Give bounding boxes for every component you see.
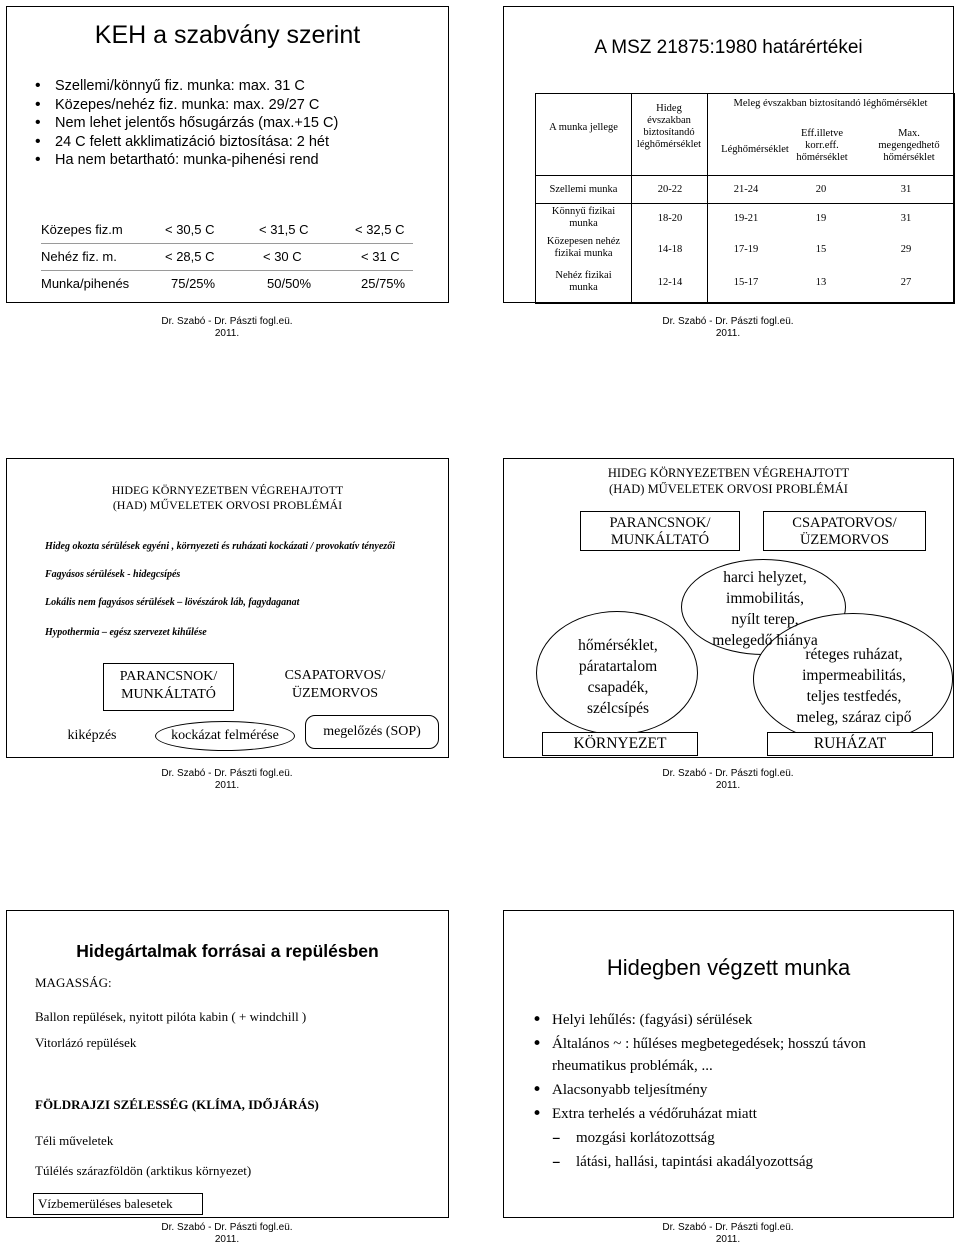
slide1-title: KEH a szabvány szerint: [94, 21, 361, 49]
cell: 15-17: [733, 277, 759, 288]
ruhazat-box: RUHÁZAT: [767, 732, 933, 756]
vizbe-box: Vízbemerüléses balesetek: [33, 1193, 203, 1215]
bullet-continuation: rheumatikus problémák, ...: [552, 1058, 713, 1074]
footer: Dr. Szabó - Dr. Pászti fogl.eü. 2011.: [662, 768, 794, 791]
bullet: • Szellemi/könnyű fiz. munka: max. 31 C: [35, 77, 338, 96]
list-item: Vitorlázó repülések: [35, 1035, 137, 1050]
cell: 20: [815, 184, 827, 195]
cell: 19-21: [733, 213, 759, 224]
slide6-bullets: [532, 1009, 866, 1173]
middle-text: harci helyzet, immobilitás, nyílt terep, melegedő hiánya: [712, 569, 818, 649]
kikepzes-label: kiképzés: [67, 728, 117, 743]
slide4-title: HIDEG KÖRNYEZETBEN VÉGREHAJTOTT (HAD) MŰVELETEK ORVOSI PROBLÉMÁI: [607, 466, 850, 496]
row-divider: [536, 203, 954, 204]
list-item: Hideg okozta sérülések egyéni , környezeti és ruházati kockázati / provokatív tényezői: [45, 541, 395, 552]
bullet: • Extra terhelés a védőruházat miatt: [532, 1103, 866, 1125]
list-item: Lokális nem fagyásos sérülések – lövészárok láb, fagydaganat: [45, 597, 300, 608]
magassag-heading: MAGASSÁG:: [35, 975, 112, 990]
csapatorvos-box: CSAPATORVOS/ ÜZEMORVOS: [763, 511, 926, 551]
cell: 31: [900, 184, 912, 195]
row-label: Szellemi munka: [549, 184, 618, 195]
slide-repules: [6, 910, 449, 1218]
parancsnok-box: PARANCSNOK/ MUNKÁLTATÓ: [580, 511, 740, 551]
cell: 15: [815, 244, 827, 255]
col-divider: [707, 94, 708, 303]
cell: 20-22: [657, 184, 683, 195]
list-item: Túlélés szárazföldön (arktikus környezet): [35, 1163, 252, 1178]
csapatorvos-label: CSAPATORVOS/ ÜZEMORVOS: [284, 668, 386, 701]
bullet: • 24 C felett akklimatizáció biztosítása: 2 hét: [35, 133, 338, 152]
slide5-title: Hidegártalmak forrásai a repülésben: [76, 941, 379, 961]
bullet: • Ha nem betartható: munka-pihenési rend: [35, 151, 338, 170]
cell: 27: [900, 277, 912, 288]
footer: Dr. Szabó - Dr. Pászti fogl.eü. 2011.: [161, 768, 293, 791]
list-item: Hypothermia – egész szervezet kihűlése: [45, 627, 207, 638]
left-text: hőmérséklet, páratartalom csapadék, szélcsípés: [578, 637, 658, 717]
cell: 18-20: [657, 213, 683, 224]
sub-bullet: – látási, hallási, tapintási akadályozottság: [532, 1151, 866, 1173]
limits-table: [535, 93, 955, 304]
slide-hidegben-munka: [503, 910, 954, 1218]
footer: Dr. Szabó - Dr. Pászti fogl.eü. 2011.: [161, 316, 293, 339]
cell: 12-14: [657, 277, 683, 288]
col-divider: [631, 94, 632, 303]
header-leg: Léghőmérséklet: [721, 144, 789, 155]
header-eff: Eff.illetve korr.eff. hőmérséklet: [796, 128, 848, 163]
header-jelleg: A munka jellege: [549, 122, 618, 133]
list-item: Ballon repülések, nyitott pilóta kabin ( + windchill ): [35, 1009, 307, 1024]
foldrajzi-heading: FÖLDRAJZI SZÉLESSÉG (KLÍMA, IDŐJÁRÁS): [35, 1097, 319, 1112]
cell: 29: [900, 244, 912, 255]
parancsnok-box: PARANCSNOK/ MUNKÁLTATÓ: [103, 663, 234, 711]
cell: 21-24: [733, 184, 759, 195]
bullet: • Nem lehet jelentős hősugárzás (max.+15 C): [35, 114, 338, 133]
sub-bullet: – mozgási korlátozottság: [532, 1127, 866, 1149]
list-item: Fagyásos sérülések - hidegcsípés: [45, 569, 181, 580]
cell: 17-19: [733, 244, 759, 255]
header-hideg: Hideg évszakban biztosítandó léghőmérséklet: [636, 103, 702, 150]
footer: Dr. Szabó - Dr. Pászti fogl.eü. 2011.: [662, 1222, 794, 1245]
slide3-title: HIDEG KÖRNYEZETBEN VÉGREHAJTOTT (HAD) MŰVELETEK ORVOSI PROBLÉMÁI: [111, 483, 344, 512]
row-label: Könnyű fizikai munka: [551, 206, 616, 229]
bullet: • Általános ~ : hűléses megbetegedések; hosszú távon: [532, 1033, 866, 1055]
megelozes-box: megelőzés (SOP): [305, 715, 439, 749]
footer: Dr. Szabó - Dr. Pászti fogl.eü. 2011.: [161, 1222, 293, 1245]
footer: Dr. Szabó - Dr. Pászti fogl.eü. 2011.: [662, 316, 794, 339]
row-label: Közepesen nehéz fizikai munka: [546, 236, 621, 259]
header-meleg: Meleg évszakban biztosítandó léghőmérséklet: [733, 98, 928, 109]
slide-hideg-1: [6, 458, 449, 758]
cell: 19: [815, 213, 827, 224]
bullet: • Alacsonyabb teljesítmény: [532, 1079, 866, 1101]
slide-msz: [503, 6, 954, 303]
row-label: Nehéz fizikai munka: [555, 270, 612, 293]
cell: 31: [900, 213, 912, 224]
right-text: réteges ruházat, impermeabilitás, teljes testfedés, meleg, száraz cipő: [796, 646, 912, 726]
cell: 13: [815, 277, 827, 288]
kornyezet-box: KÖRNYEZET: [542, 732, 698, 756]
list-item: Téli műveletek: [35, 1133, 114, 1148]
slide6-title: Hidegben végzett munka: [606, 955, 851, 980]
slide1-bullets: [35, 77, 338, 170]
bullet: • Helyi lehűlés: (fagyási) sérülések: [532, 1009, 866, 1031]
bullet: • Közepes/nehéz fiz. munka: max. 29/27 C: [35, 96, 338, 115]
kockazat-ellipse: kockázat felmérése: [155, 721, 295, 751]
row-divider: [536, 175, 954, 176]
header-max: Max. megengedhető hőmérséklet: [878, 128, 940, 163]
cell: 14-18: [657, 244, 683, 255]
slide-hideg-2: [503, 458, 954, 758]
slide-keh: KEH a szabvány szerint • Szellemi/könnyű fiz. munka: max. 31 C • Közepes/nehéz fiz. munka: max. 29/27 C • Nem lehet jelentős hősugárzás (max.+15 C) • 24 C felett akklimatizáció biztosítása: 2 hét • Ha nem betartható: munka-pihenési rend Közepes fiz.m < 30,5 C < 31,5 C < 32,5 C Nehéz fiz. m. < 28,5 C < 30 C < 31 C Munka/pihenés 75/25% 50/50% 25/75%: [6, 6, 449, 303]
slide2-title: A MSZ 21875:1980 határértékei: [594, 37, 863, 58]
